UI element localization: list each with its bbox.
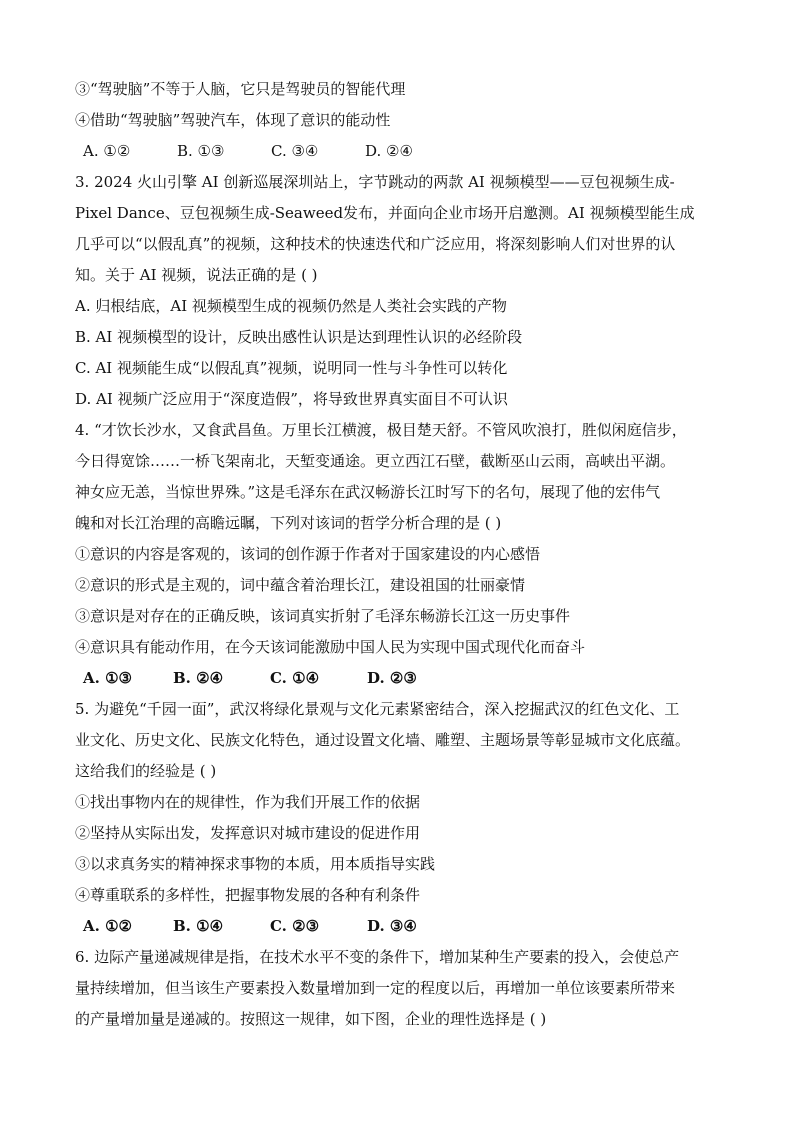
q4-item-1: ①意识的内容是客观的，该词的创作源于作者对于国家建设的内心感悟 [75, 545, 541, 563]
q4-option-a: A. ①③ [83, 669, 132, 687]
q5-option-b: B. ①④ [173, 917, 224, 935]
q3-choice-a: A. 归根结底，AI 视频模型生成的视频仍然是人类社会实践的产物 [75, 297, 507, 315]
q6-stem-line-3: 的产量增加量是递减的。按照这一规律，如下图，企业的理性选择是 ( ) [75, 1010, 547, 1028]
q2-item-4: ④借助“驾驶脑”驾驶汽车，体现了意识的能动性 [75, 111, 391, 129]
q3-stem-line-1: 3. 2024 火山引擎 AI 创新巡展深圳站上，字节跳动的两款 AI 视频模型——豆包视频生成- [75, 173, 675, 191]
q5-option-c: C. ②③ [270, 917, 320, 935]
q5-item-1: ①找出事物内在的规律性，作为我们开展工作的依据 [75, 793, 421, 811]
q3-choice-d: D. AI 视频广泛应用于“深度造假”，将导致世界真实面目不可认识 [75, 390, 508, 408]
q5-stem-line-3: 这给我们的经验是 ( ) [75, 762, 217, 780]
q3-stem-line-2: Pixel Dance、豆包视频生成-Seaweed发布，并面向企业市场开启邀测。AI 视频模型能生成 [75, 204, 695, 222]
q4-item-2: ②意识的形式是主观的，词中蕴含着治理长江，建设祖国的壮丽豪情 [75, 576, 526, 594]
q3-choice-c: C. AI 视频能生成“以假乱真”视频，说明同一性与斗争性可以转化 [75, 359, 508, 377]
q2-option-c: C. ③④ [271, 142, 319, 160]
q2-options [75, 136, 753, 167]
q3-stem-line-3: 几乎可以“以假乱真”的视频，这种技术的快速迭代和广泛应用，将深刻影响人们对世界的认 [75, 235, 676, 253]
q6-stem-line-2: 量持续增加，但当该生产要素投入数量增加到一定的程度以后，再增加一单位该要素所带来 [75, 979, 676, 997]
q4-option-d: D. ②③ [367, 669, 417, 687]
q6-stem-line-1: 6. 边际产量递减规律是指，在技术水平不变的条件下，增加某种生产要素的投入，会使总产 [75, 948, 680, 966]
q5-item-3: ③以求真务实的精神探求事物的本质，用本质指导实践 [75, 855, 436, 873]
q4-item-3: ③意识是对存在的正确反映，该词真实折射了毛泽东畅游长江这一历史事件 [75, 607, 571, 625]
q5-stem-line-1: 5. 为避免“千园一面”，武汉将绿化景观与文化元素紧密结合，深入挖掘武汉的红色文化、工 [75, 700, 680, 718]
q4-stem-line-2: 今日得宽馀……一桥飞架南北，天堑变通途。更立西江石壁，截断巫山云雨，高峡出平湖。 [75, 452, 676, 470]
q5-option-d: D. ③④ [367, 917, 417, 935]
q5-option-a: A. ①② [83, 917, 132, 935]
q5-item-4: ④尊重联系的多样性，把握事物发展的各种有利条件 [75, 886, 421, 904]
q4-stem-line-1: 4. “才饮长沙水，又食武昌鱼。万里长江横渡，极目楚天舒。不管风吹浪打，胜似闲庭信步， [75, 421, 687, 439]
q3-choice-b: B. AI 视频模型的设计，反映出感性认识是达到理性认识的必经阶段 [75, 328, 523, 346]
q4-item-4: ④意识具有能动作用，在今天该词能激励中国人民为实现中国式现代化而奋斗 [75, 638, 586, 656]
q5-options [75, 911, 753, 942]
q4-options [75, 663, 753, 694]
q2-option-b: B. ①③ [177, 142, 225, 160]
q2-option-a: A. ①② [83, 142, 131, 160]
q4-stem-line-4: 魄和对长江治理的高瞻远瞩，下列对该词的哲学分析合理的是 ( ) [75, 514, 502, 532]
q2-option-d: D. ②④ [365, 142, 413, 160]
q3-stem-line-4: 知。关于 AI 视频，说法正确的是 ( ) [75, 266, 318, 284]
q4-option-b: B. ②④ [173, 669, 224, 687]
q2-item-3: ③“驾驶脑”不等于人脑，它只是驾驶员的智能代理 [75, 80, 406, 98]
q4-option-c: C. ①④ [270, 669, 320, 687]
q5-item-2: ②坚持从实际出发，发挥意识对城市建设的促进作用 [75, 824, 421, 842]
q4-stem-line-3: 神女应无恙，当惊世界殊。”这是毛泽东在武汉畅游长江时写下的名句，展现了他的宏伟气 [75, 483, 661, 501]
q5-stem-line-2: 业文化、历史文化、民族文化特色，通过设置文化墙、雕塑、主题场景等彰显城市文化底蕴。 [75, 731, 691, 749]
